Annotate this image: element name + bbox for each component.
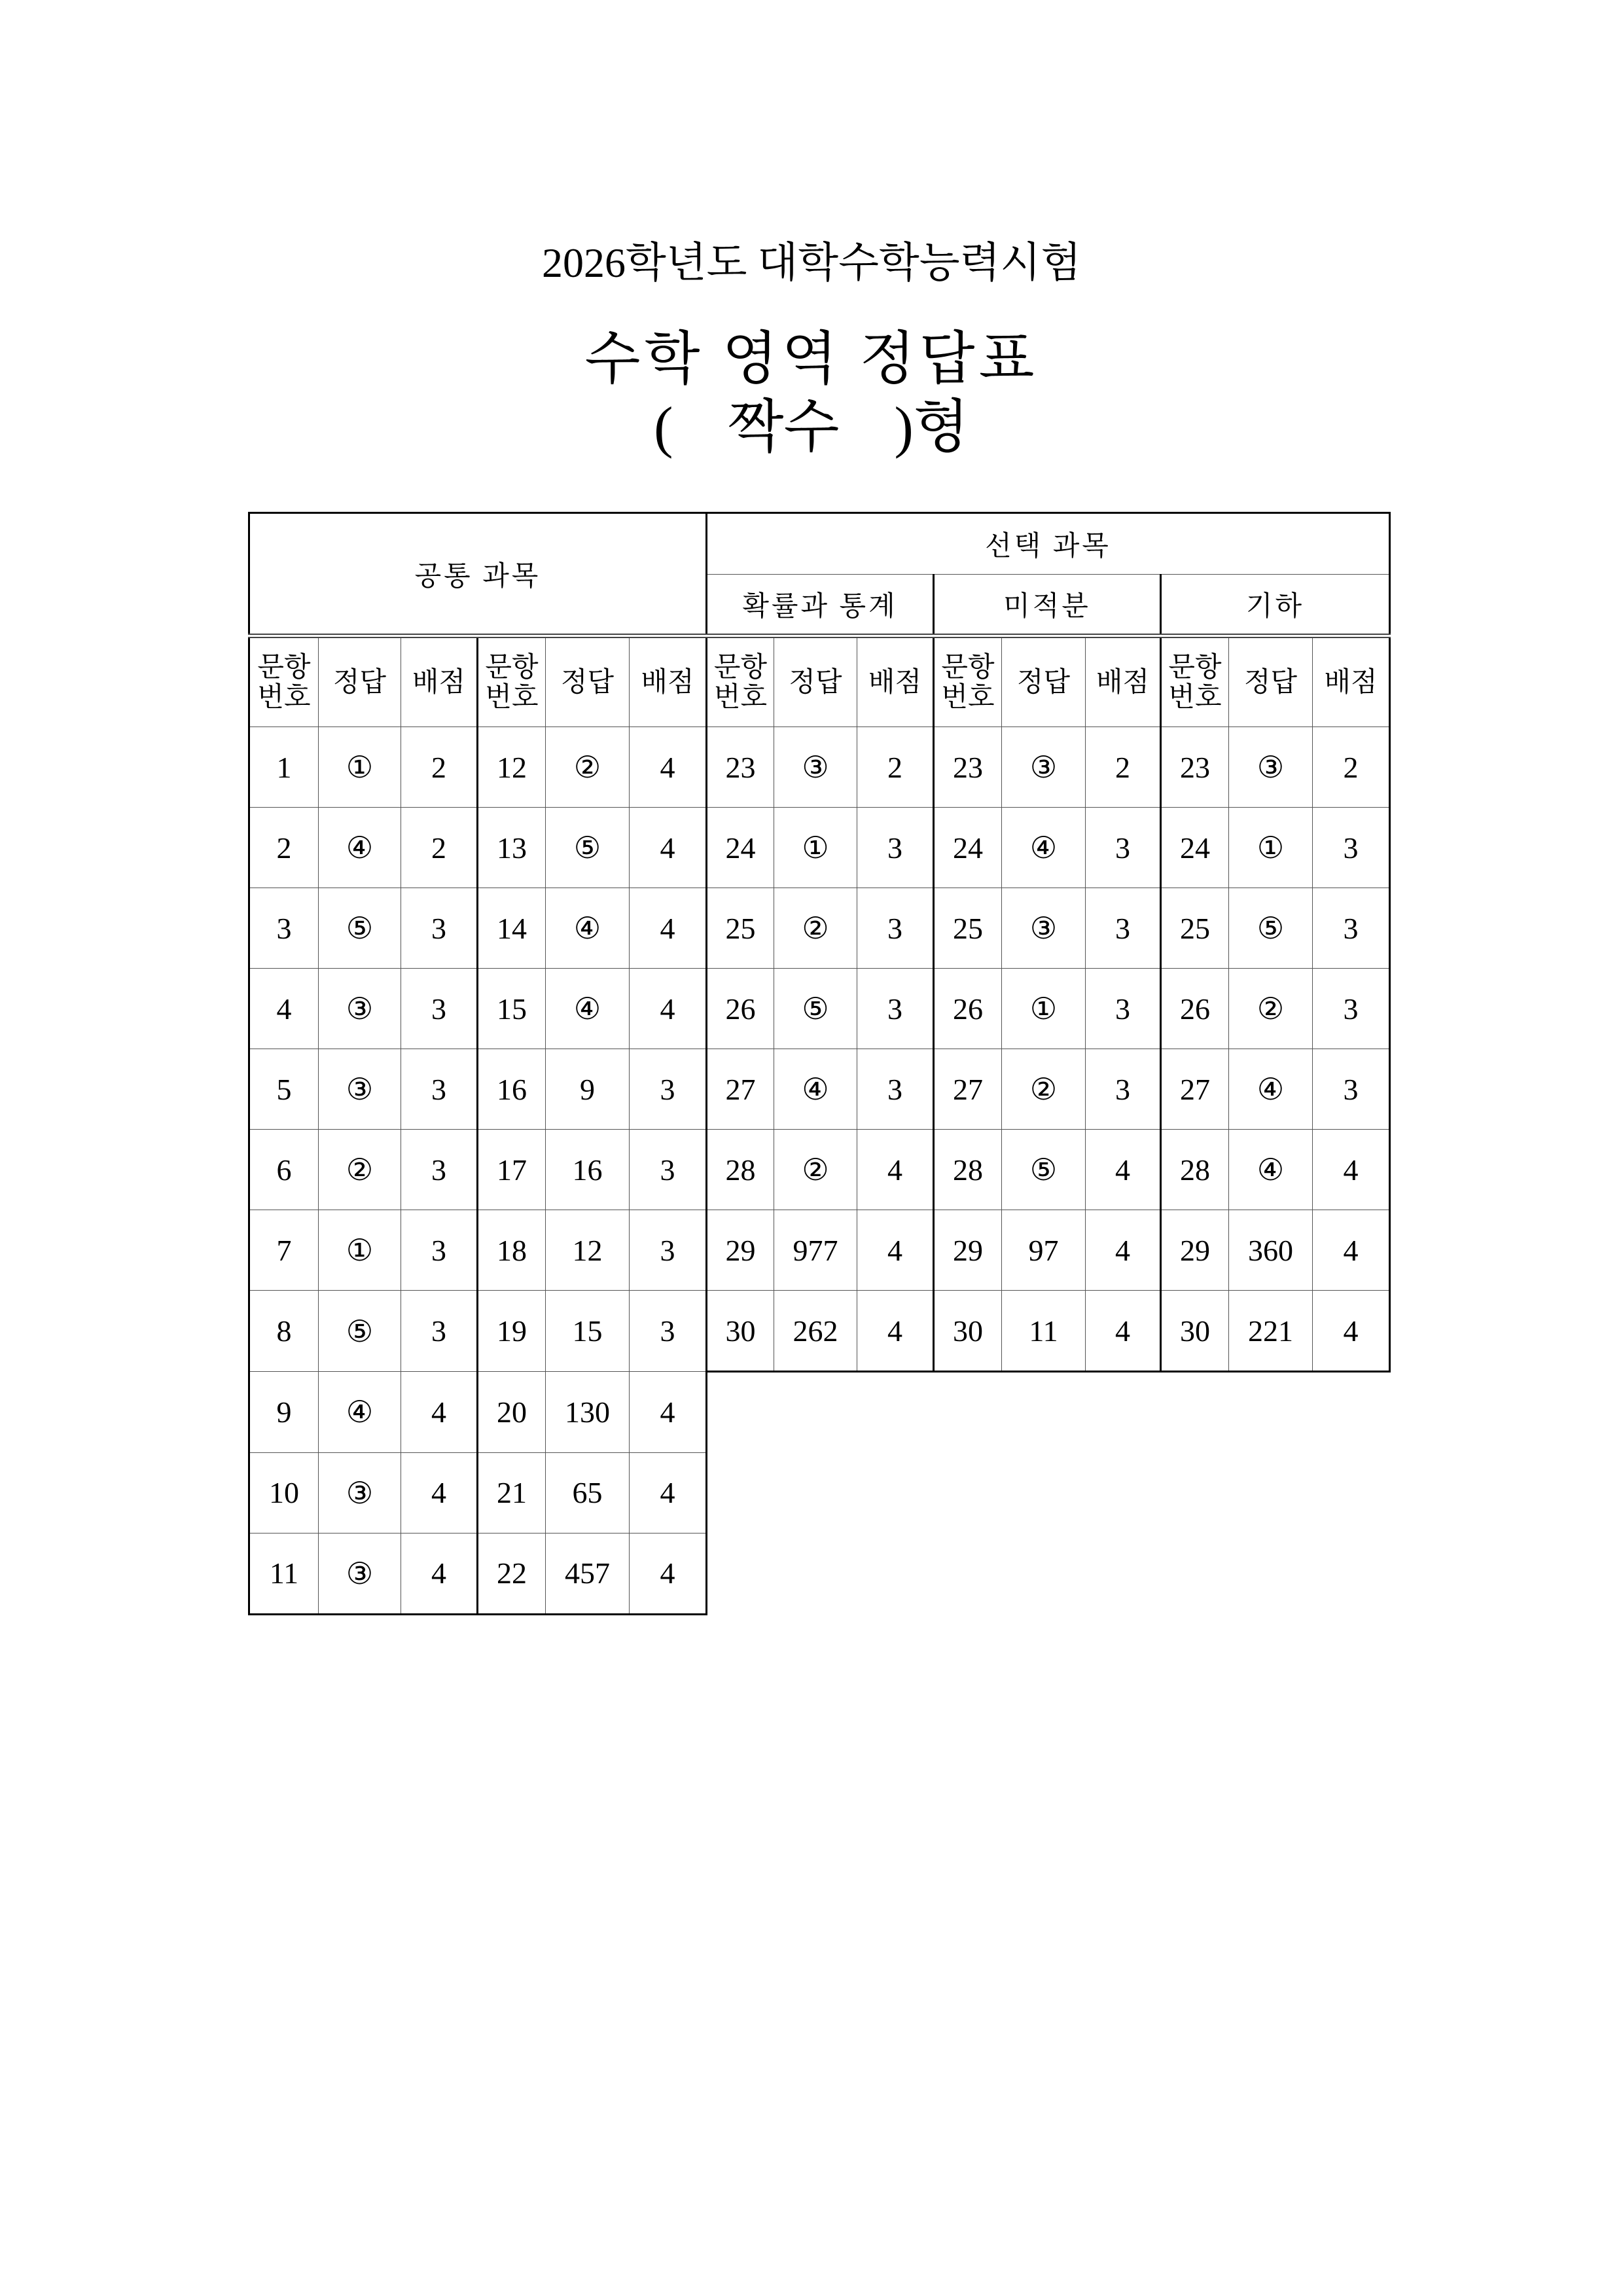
cell-number: 11 (249, 1533, 319, 1614)
table-row (249, 1130, 1390, 1210)
table-row (249, 888, 1390, 969)
cell-number: 27 (934, 1049, 1002, 1130)
cell-number: 10 (249, 1452, 319, 1533)
cell-score: 3 (857, 808, 934, 888)
table-row (249, 1452, 1390, 1533)
cell-score: 3 (401, 888, 478, 969)
col-header-number-label: 문항 번호 (485, 652, 539, 713)
cell-score: 3 (857, 1049, 934, 1130)
cell-score: 4 (630, 969, 707, 1049)
type-suffix: )형 (894, 396, 969, 459)
table-row (249, 727, 1390, 808)
cell-answer: ③ (1002, 727, 1086, 808)
cell-score: 4 (630, 888, 707, 969)
cell-number: 21 (478, 1452, 546, 1533)
cell-answer: ③ (1229, 727, 1313, 808)
cell-score: 3 (401, 1291, 478, 1372)
cell-answer: ⑤ (1002, 1130, 1086, 1210)
cell-score: 4 (630, 808, 707, 888)
cell-number: 28 (1161, 1130, 1229, 1210)
cell-answer: ② (774, 888, 857, 969)
cell-number: 6 (249, 1130, 319, 1210)
col-header-number (1161, 636, 1229, 727)
cell-score: 3 (857, 969, 934, 1049)
cell-answer: ③ (319, 1452, 401, 1533)
cell-answer: ⑤ (774, 969, 857, 1049)
col-header-score: 배점 (1313, 636, 1390, 727)
cell-answer: 262 (774, 1291, 857, 1372)
table-row (249, 1372, 1390, 1453)
cell-number: 12 (478, 727, 546, 808)
cell-answer: ④ (319, 1372, 401, 1453)
subject-geometry: 기하 (1161, 575, 1390, 636)
cell-number: 24 (1161, 808, 1229, 888)
cell-score: 4 (630, 1533, 707, 1614)
table-row (249, 1533, 1390, 1614)
cell-number: 13 (478, 808, 546, 888)
cell-score: 4 (1086, 1130, 1161, 1210)
cell-answer: ① (319, 1210, 401, 1291)
cell-number: 1 (249, 727, 319, 808)
cell-answer: ② (319, 1130, 401, 1210)
cell-number: 28 (707, 1130, 774, 1210)
cell-number: 8 (249, 1291, 319, 1372)
cell-score: 3 (1313, 1049, 1390, 1130)
cell-answer: 97 (1002, 1210, 1086, 1291)
table-row (249, 808, 1390, 888)
col-header-score: 배점 (857, 636, 934, 727)
col-header-score: 배점 (1086, 636, 1161, 727)
cell-answer: ⑤ (319, 1291, 401, 1372)
cell-number: 30 (707, 1291, 774, 1372)
cell-answer: ④ (546, 969, 630, 1049)
cell-score: 3 (1086, 1049, 1161, 1130)
table-row (249, 1049, 1390, 1130)
col-header-answer: 정답 (1229, 636, 1313, 727)
cell-answer: ④ (546, 888, 630, 969)
cell-answer: ③ (319, 969, 401, 1049)
col-header-number (478, 636, 546, 727)
col-header-number-label: 문항 번호 (1168, 652, 1222, 713)
table-row (249, 1291, 1390, 1372)
cell-score: 4 (401, 1372, 478, 1453)
cell-score: 4 (1086, 1291, 1161, 1372)
cell-number: 27 (1161, 1049, 1229, 1130)
cell-number: 15 (478, 969, 546, 1049)
cell-number: 23 (1161, 727, 1229, 808)
cell-number: 2 (249, 808, 319, 888)
cell-score: 4 (630, 727, 707, 808)
cell-number: 18 (478, 1210, 546, 1291)
col-header-answer: 정답 (319, 636, 401, 727)
cell-score: 2 (401, 727, 478, 808)
cell-score: 3 (401, 1210, 478, 1291)
cell-score: 2 (1313, 727, 1390, 808)
table-row (249, 1210, 1390, 1291)
table-row (249, 969, 1390, 1049)
cell-number: 29 (707, 1210, 774, 1291)
cell-answer: ⑤ (1229, 888, 1313, 969)
cell-answer: 360 (1229, 1210, 1313, 1291)
cell-number: 30 (934, 1291, 1002, 1372)
empty-area (707, 1533, 1390, 1614)
cell-score: 2 (1086, 727, 1161, 808)
col-header-score: 배점 (401, 636, 478, 727)
cell-number: 26 (707, 969, 774, 1049)
cell-score: 3 (1086, 808, 1161, 888)
cell-answer: ③ (1002, 888, 1086, 969)
cell-score: 4 (1313, 1210, 1390, 1291)
header-row (249, 513, 1390, 575)
cell-number: 14 (478, 888, 546, 969)
exam-title: 2026학년도 대학수학능력시험 (541, 240, 1082, 286)
cell-score: 4 (857, 1291, 934, 1372)
cell-answer: 130 (546, 1372, 630, 1453)
cell-answer: ⑤ (546, 808, 630, 888)
cell-answer: 9 (546, 1049, 630, 1130)
cell-number: 25 (934, 888, 1002, 969)
col-header-answer: 정답 (546, 636, 630, 727)
col-header-number-label: 문항 번호 (941, 652, 995, 713)
cell-answer: 15 (546, 1291, 630, 1372)
cell-answer: ④ (1229, 1130, 1313, 1210)
cell-answer: ① (774, 808, 857, 888)
cell-answer: 12 (546, 1210, 630, 1291)
answer-key-title: 수학 영역 정답표 (584, 328, 1039, 391)
col-header-answer: 정답 (774, 636, 857, 727)
cell-score: 2 (401, 808, 478, 888)
cell-number: 19 (478, 1291, 546, 1372)
common-subject-header: 공통 과목 (249, 513, 707, 636)
cell-score: 3 (857, 888, 934, 969)
cell-number: 4 (249, 969, 319, 1049)
cell-number: 16 (478, 1049, 546, 1130)
col-header-number-label: 문항 번호 (257, 652, 311, 713)
cell-answer: ② (774, 1130, 857, 1210)
cell-score: 3 (1086, 888, 1161, 969)
cell-answer: ② (1002, 1049, 1086, 1130)
cell-score: 3 (630, 1049, 707, 1130)
cell-score: 3 (1313, 808, 1390, 888)
empty-area (707, 1372, 1390, 1453)
cell-answer: 977 (774, 1210, 857, 1291)
cell-number: 26 (1161, 969, 1229, 1049)
cell-number: 3 (249, 888, 319, 969)
cell-answer: ① (319, 727, 401, 808)
col-header-answer: 정답 (1002, 636, 1086, 727)
cell-number: 17 (478, 1130, 546, 1210)
cell-score: 4 (401, 1452, 478, 1533)
answer-table (248, 512, 1391, 1615)
cell-answer: ③ (774, 727, 857, 808)
subject-probability-statistics: 확률과 통계 (707, 575, 934, 636)
cell-number: 29 (934, 1210, 1002, 1291)
cell-answer: ① (1229, 808, 1313, 888)
empty-area (707, 1452, 1390, 1533)
type-open-paren: ( (654, 396, 673, 459)
cell-answer: 16 (546, 1130, 630, 1210)
cell-number: 7 (249, 1210, 319, 1291)
cell-number: 23 (934, 727, 1002, 808)
cell-number: 25 (707, 888, 774, 969)
cell-score: 3 (630, 1210, 707, 1291)
cell-answer: ② (1229, 969, 1313, 1049)
cell-number: 30 (1161, 1291, 1229, 1372)
cell-score: 3 (401, 1049, 478, 1130)
elective-subject-header: 선택 과목 (707, 513, 1390, 575)
cell-answer: ① (1002, 969, 1086, 1049)
cell-number: 25 (1161, 888, 1229, 969)
cell-number: 28 (934, 1130, 1002, 1210)
cell-answer: 457 (546, 1533, 630, 1614)
cell-number: 24 (707, 808, 774, 888)
cell-score: 4 (630, 1452, 707, 1533)
subject-calculus: 미적분 (934, 575, 1161, 636)
cell-number: 9 (249, 1372, 319, 1453)
cell-answer: 65 (546, 1452, 630, 1533)
column-header-row (249, 636, 1390, 727)
cell-score: 4 (1086, 1210, 1161, 1291)
cell-number: 24 (934, 808, 1002, 888)
col-header-number (249, 636, 319, 727)
cell-score: 4 (857, 1210, 934, 1291)
cell-answer: ④ (1229, 1049, 1313, 1130)
cell-score: 3 (401, 1130, 478, 1210)
cell-answer: 221 (1229, 1291, 1313, 1372)
cell-score: 4 (630, 1372, 707, 1453)
cell-score: 4 (857, 1130, 934, 1210)
cell-score: 3 (1313, 969, 1390, 1049)
cell-score: 3 (630, 1130, 707, 1210)
cell-answer: ⑤ (319, 888, 401, 969)
col-header-number (707, 636, 774, 727)
cell-number: 27 (707, 1049, 774, 1130)
cell-score: 4 (1313, 1130, 1390, 1210)
cell-score: 3 (1313, 888, 1390, 969)
type-name: 짝수 (728, 396, 840, 459)
col-header-number (934, 636, 1002, 727)
cell-number: 23 (707, 727, 774, 808)
cell-answer: ④ (774, 1049, 857, 1130)
cell-score: 3 (401, 969, 478, 1049)
cell-score: 2 (857, 727, 934, 808)
cell-answer: ③ (319, 1533, 401, 1614)
cell-score: 3 (630, 1291, 707, 1372)
cell-number: 5 (249, 1049, 319, 1130)
cell-answer: ④ (319, 808, 401, 888)
cell-answer: ② (546, 727, 630, 808)
cell-number: 22 (478, 1533, 546, 1614)
col-header-number-label: 문항 번호 (713, 652, 768, 713)
cell-number: 29 (1161, 1210, 1229, 1291)
cell-score: 4 (1313, 1291, 1390, 1372)
cell-answer: ④ (1002, 808, 1086, 888)
cell-answer: 11 (1002, 1291, 1086, 1372)
exam-type (0, 381, 1623, 463)
cell-answer: ③ (319, 1049, 401, 1130)
cell-number: 26 (934, 969, 1002, 1049)
cell-score: 4 (401, 1533, 478, 1614)
col-header-score: 배점 (630, 636, 707, 727)
cell-number: 20 (478, 1372, 546, 1453)
cell-score: 3 (1086, 969, 1161, 1049)
